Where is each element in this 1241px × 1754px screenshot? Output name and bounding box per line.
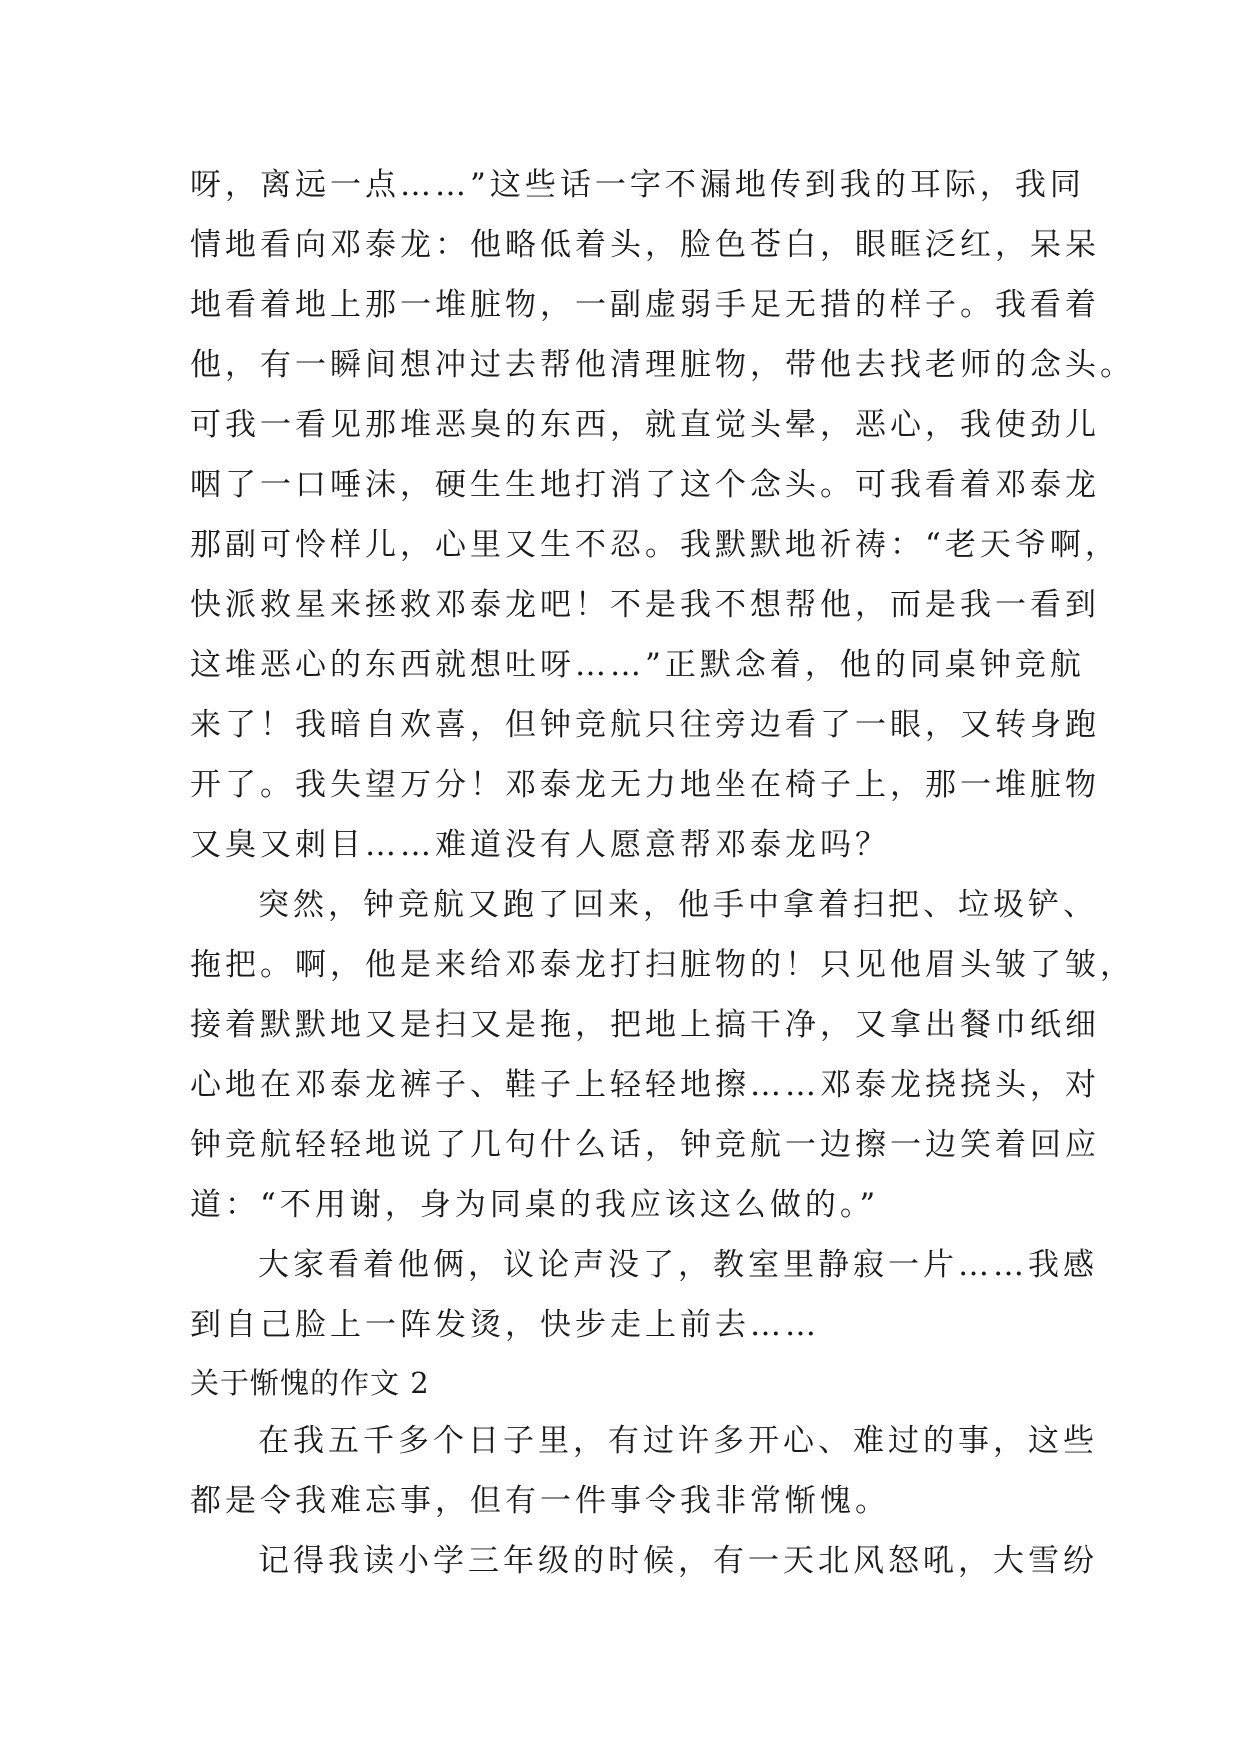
paragraph-line: 来了！我暗自欢喜，但钟竞航只往旁边看了一眼，又转身跑 xyxy=(190,707,1100,743)
paragraph-line: 地看着地上那一堆脏物，一副虚弱手足无措的样子。我看着 xyxy=(190,287,1100,323)
paragraph-line: 心地在邓泰龙裤子、鞋子上轻轻地擦……邓泰龙挠挠头，对 xyxy=(190,1067,1100,1103)
paragraph-line: 接着默默地又是扫又是拖，把地上搞干净，又拿出餐巾纸细 xyxy=(190,1007,1100,1043)
paragraph-line: 他，有一瞬间想冲过去帮他清理脏物，带他去找老师的念头。 xyxy=(190,347,1135,383)
paragraph-line: 又臭又刺目……难道没有人愿意帮邓泰龙吗？ xyxy=(190,827,890,863)
paragraph-line: 快派救星来拯救邓泰龙吧！不是我不想帮他，而是我一看到 xyxy=(190,587,1100,623)
paragraph-line: 那副可怜样儿，心里又生不忍。我默默地祈祷：“老天爷啊， xyxy=(190,527,1120,563)
paragraph-line: 呀，离远一点……”这些话一字不漏地传到我的耳际，我同 xyxy=(190,167,1085,203)
paragraph-line: 咽了一口唾沫，硬生生地打消了这个念头。可我看着邓泰龙 xyxy=(190,467,1100,503)
essay-text xyxy=(190,155,1135,1591)
paragraph-line: 可我一看见那堆恶臭的东西，就直觉头晕，恶心，我使劲儿 xyxy=(190,407,1100,443)
paragraph-line: 到自己脸上一阵发烫，快步走上前去…… xyxy=(190,1307,820,1343)
paragraph-line: 这堆恶心的东西就想吐呀……”正默念着，他的同桌钟竞航 xyxy=(190,647,1085,683)
paragraph-line: 突然，钟竞航又跑了回来，他手中拿着扫把、垃圾铲、 xyxy=(258,887,1098,923)
paragraph-line: 都是令我难忘事，但有一件事令我非常惭愧。 xyxy=(190,1483,890,1519)
paragraph-line: 开了。我失望万分！邓泰龙无力地坐在椅子上，那一堆脏物 xyxy=(190,767,1100,803)
paragraph-line: 道：“不用谢，身为同桌的我应该这么做的。” xyxy=(190,1187,880,1223)
paragraph-line: 大家看着他俩，议论声没了，教室里静寂一片……我感 xyxy=(258,1247,1098,1283)
paragraph-line: 记得我读小学三年级的时候，有一天北风怒吼，大雪纷 xyxy=(258,1543,1098,1579)
paragraph-line: 钟竞航轻轻地说了几句什么话，钟竞航一边擦一边笑着回应 xyxy=(190,1127,1100,1163)
paragraph-line: 在我五千多个日子里，有过许多开心、难过的事，这些 xyxy=(258,1423,1098,1459)
paragraph-line: 情地看向邓泰龙：他略低着头，脸色苍白，眼眶泛红，呆呆 xyxy=(190,227,1100,263)
essay-title: 关于惭愧的作文 2 xyxy=(190,1366,430,1400)
paragraph-line: 拖把。啊，他是来给邓泰龙打扫脏物的！只见他眉头皱了皱， xyxy=(190,947,1135,983)
